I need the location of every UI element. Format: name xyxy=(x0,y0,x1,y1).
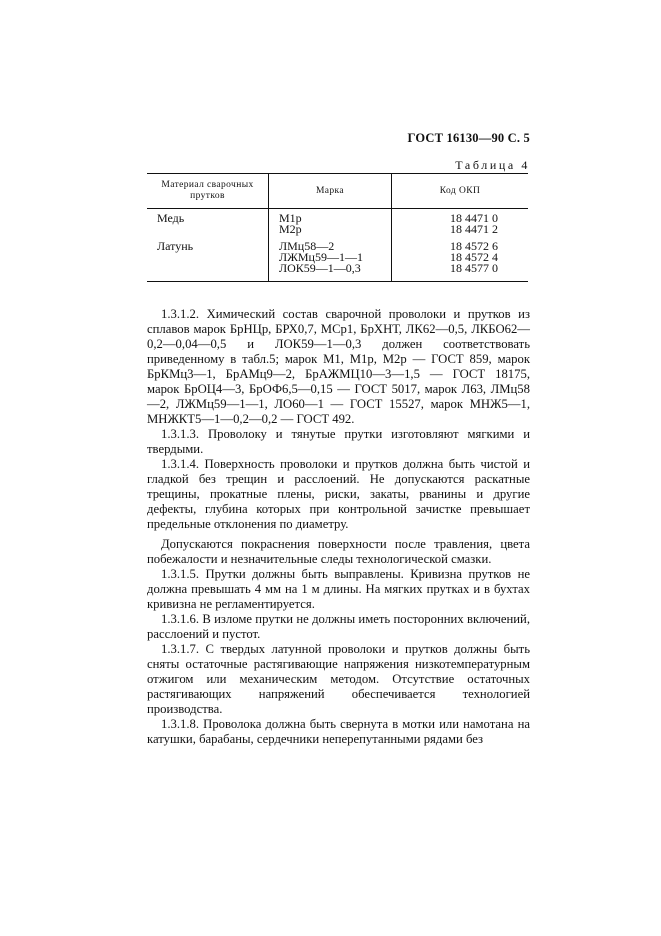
table-row xyxy=(147,240,528,273)
material-cell xyxy=(147,209,269,235)
mark-value: ЛЖМц59—1—1 xyxy=(279,250,363,264)
code-cell xyxy=(392,209,529,235)
mark-cell xyxy=(269,240,392,273)
mark-value: М1р xyxy=(279,211,302,225)
column-header-material: Материал сварочных прутков xyxy=(147,174,269,209)
table-header-row xyxy=(147,174,528,209)
code-cell xyxy=(392,240,529,273)
paragraph-1-3-1-8: 1.3.1.8. Проволока должна быть свернута в мотки или намотана на катушки, барабаны, сердечники неперепутанными рядами без xyxy=(147,717,530,746)
code-value: 18 4577 0 xyxy=(450,261,498,275)
column-header-mark: Марка xyxy=(269,174,392,209)
body-text xyxy=(147,307,530,747)
paragraph-1-3-1-3: 1.3.1.3. Проволоку и тянутые прутки изготовляют мягкими и твердыми. xyxy=(147,427,530,456)
paragraph-1-3-1-5: 1.3.1.5. Прутки должны быть выправлены. Кривизна прутков не должна превышать 4 мм на 1 м длины. На мягких прутках и в бухтах кривизна не регламентируется. xyxy=(147,567,530,611)
material-name: Латунь xyxy=(157,239,194,253)
mark-value: ЛОК59—1—0,3 xyxy=(279,261,361,275)
code-value: 18 4572 4 xyxy=(450,250,498,264)
material-cell xyxy=(147,240,269,273)
mark-value: ЛМц58—2 xyxy=(279,239,335,253)
code-value: 18 4471 0 xyxy=(450,211,498,225)
column-header-code: Код ОКП xyxy=(392,174,529,209)
paragraph-1-3-1-6: 1.3.1.6. В изломе прутки не должны иметь посторонних включений, расслоений и пустот. xyxy=(147,612,530,641)
page-header: ГОСТ 16130—90 С. 5 xyxy=(407,131,530,145)
paragraph-1-3-1-7: 1.3.1.7. С твердых латунной проволоки и прутков должны быть сняты остаточные растягивающие напряжения низкотемпературным отжигом или механическим методом. Отсутствие остаточных растягивающих напряжений обеспечивается технологией производства. xyxy=(147,642,530,716)
spec-table xyxy=(147,173,528,282)
paragraph-surface-discoloration: Допускаются покраснения поверхности после травления, цвета побежалости и незначительные следы технологической смазки. xyxy=(147,537,530,566)
code-value: 18 4572 6 xyxy=(450,239,498,253)
paragraph-1-3-1-4: 1.3.1.4. Поверхность проволоки и прутков должна быть чистой и гладкой без трещин и расслоений. Не допускаются раскатные трещины, прокатные плены, риски, закаты, рванины и другие дефекты, глубина которых при контрольной зачистке превышает предельные отклонения по диаметру. xyxy=(147,457,530,531)
mark-cell xyxy=(269,209,392,235)
code-value: 18 4471 2 xyxy=(450,222,498,236)
mark-value: М2р xyxy=(279,222,302,236)
paragraph-1-3-1-2: 1.3.1.2. Химический состав сварочной проволоки и прутков из сплавов марок БрНЦр, БРХ0,7, МСр1, БрХНТ, ЛК62—0,5, ЛКБО62—0,2—0,04—0,5 и ЛОК59—1—0,3 должен соответствовать приведенному в табл.5; марок М1, М1р, М2р — ГОСТ 859, марок БрКМц3—1, БрАМц9—2, БрАЖМЦ10—3—1,5 — ГОСТ 18175, марок БрОЦ4—3, БрОФ6,5—0,15 — ГОСТ 5017, марок Л63, ЛМц58—2, ЛЖМц59—1—1, ЛО60—1 — ГОСТ 15527, марок МНЖ5—1, МНЖКТ5—1—0,2—0,2 — ГОСТ 492. xyxy=(147,307,530,426)
material-name: Медь xyxy=(157,211,185,225)
table-label: Таблица 4 xyxy=(455,158,530,172)
table-row xyxy=(147,209,528,235)
